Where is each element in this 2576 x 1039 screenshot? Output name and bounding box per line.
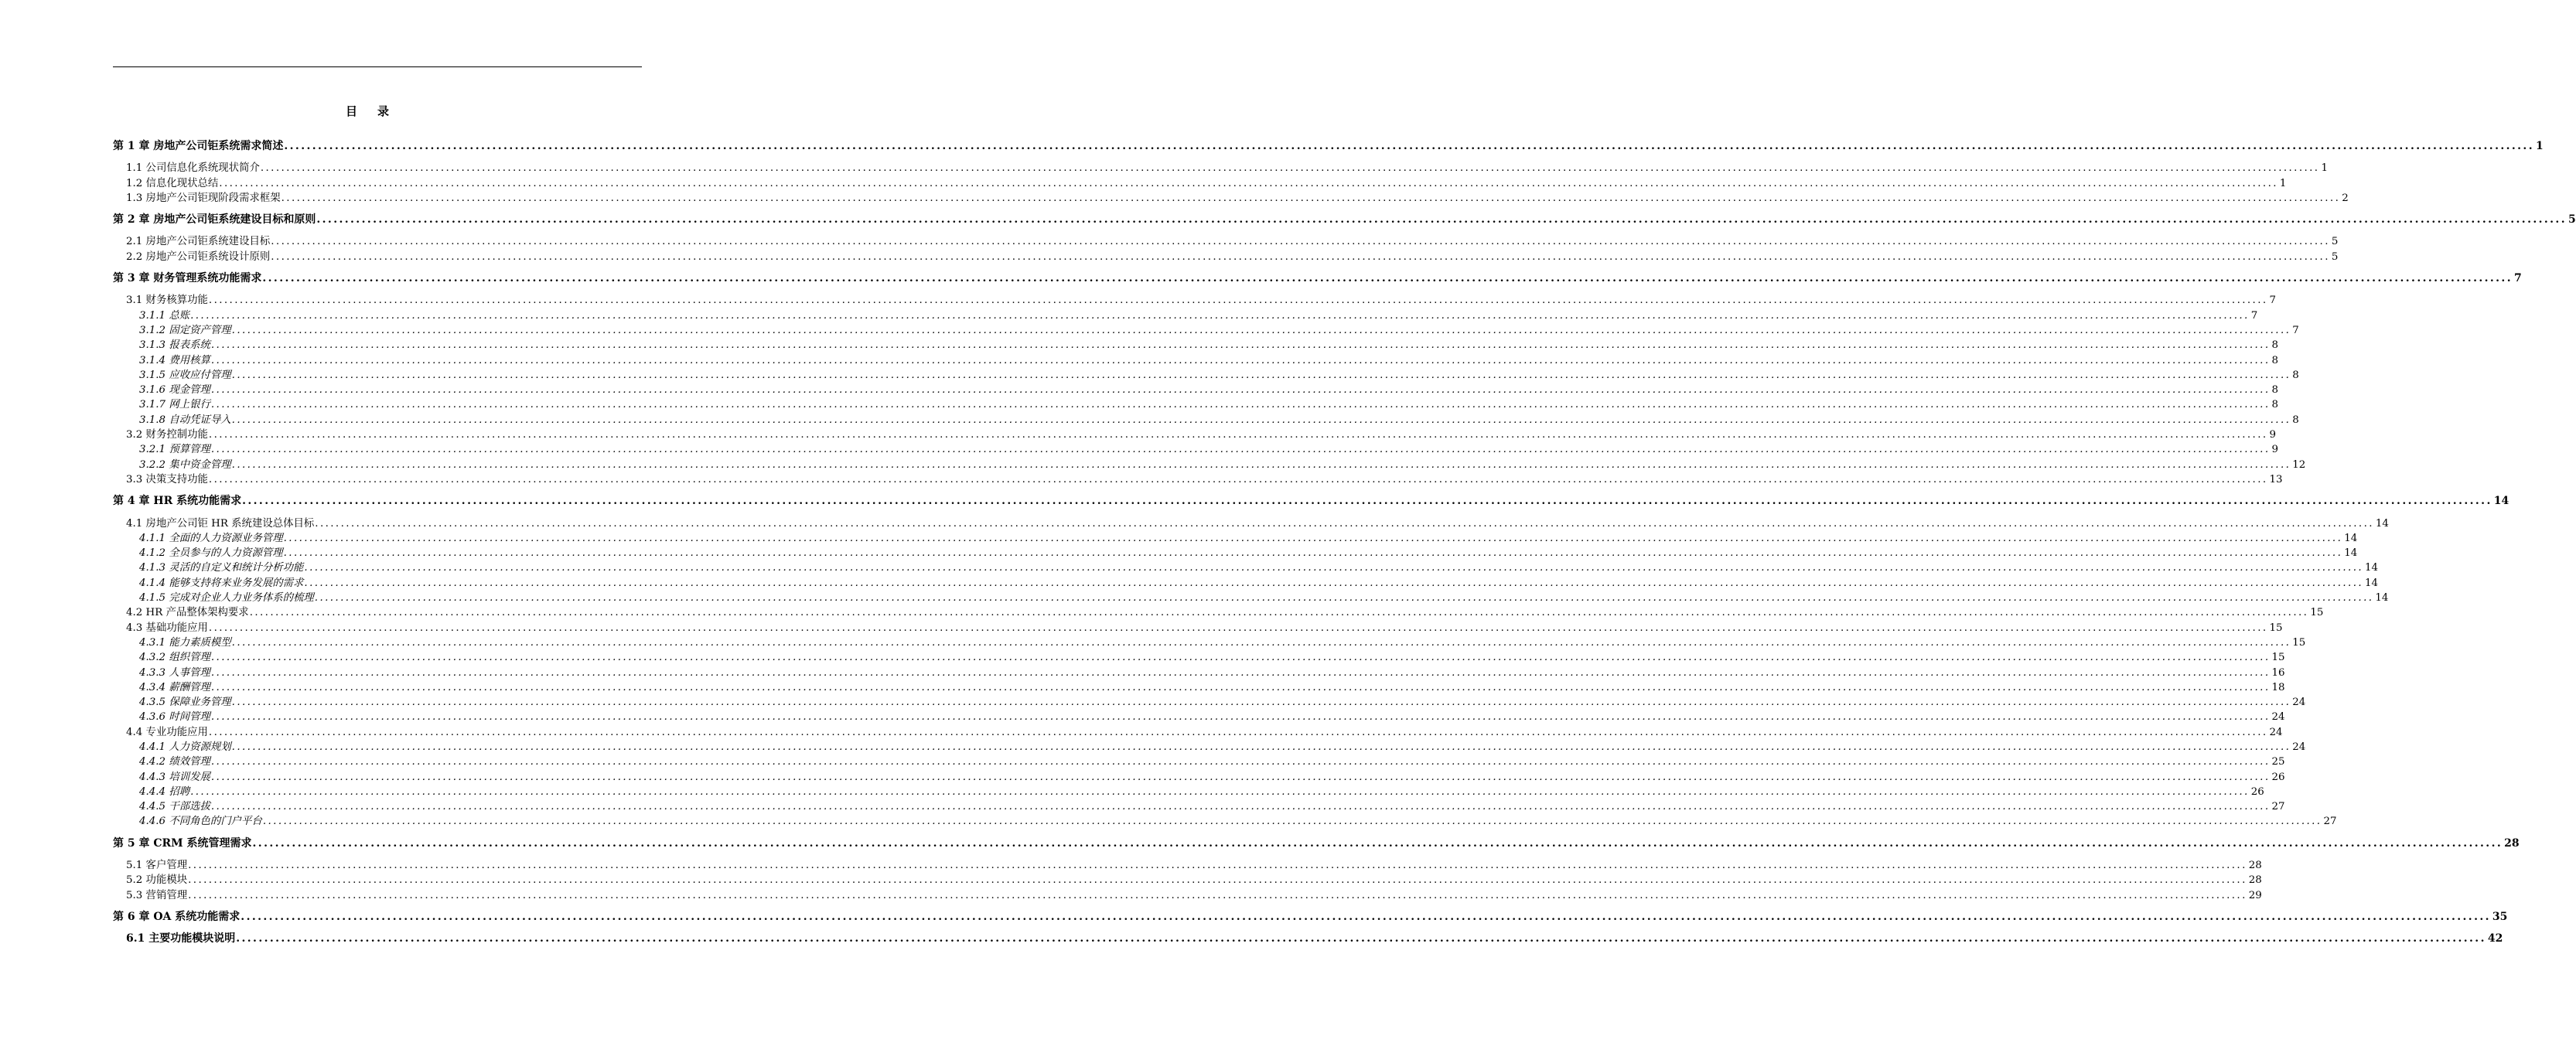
toc-dot-leader: ................................................................................................................................................................................................................................................................................................................................................................................................................ bbox=[210, 756, 2271, 768]
toc-entry-level-3[interactable] bbox=[113, 740, 2306, 755]
toc-dot-leader: ................................................................................................................................................................................................................................................................................................................................................................................................................ bbox=[304, 562, 2364, 574]
toc-entry-page-number: 25 bbox=[2271, 756, 2285, 768]
toc-entry-level-2[interactable] bbox=[113, 888, 2262, 903]
toc-entry-page-number: 14 bbox=[2344, 532, 2358, 544]
toc-entry-label: 3.1 财务核算功能 bbox=[126, 295, 208, 307]
toc-entry-page-number: 14 bbox=[2375, 592, 2389, 605]
toc-dot-leader: ................................................................................................................................................................................................................................................................................................................................................................................................................ bbox=[262, 816, 2322, 828]
toc-entry-level-3[interactable] bbox=[113, 353, 2279, 368]
toc-entry-level-3[interactable] bbox=[113, 695, 2306, 710]
toc-entry-label: 4.3.3 人事管理 bbox=[139, 666, 210, 679]
toc-dot-leader: ................................................................................................................................................................................................................................................................................................................................................................................................................ bbox=[210, 354, 2271, 366]
toc-entry-page-number: 8 bbox=[2292, 369, 2299, 381]
toc-dot-leader: ................................................................................................................................................................................................................................................................................................................................................................................................................ bbox=[208, 429, 2268, 441]
toc-entry-level-1[interactable] bbox=[113, 910, 2508, 925]
toc-dot-leader: ................................................................................................................................................................................................................................................................................................................................................................................................................ bbox=[252, 836, 2503, 850]
toc-dot-leader: ................................................................................................................................................................................................................................................................................................................................................................................................................ bbox=[304, 577, 2364, 589]
toc-entry-level-1[interactable] bbox=[113, 932, 2503, 946]
toc-entry-level-3[interactable] bbox=[113, 442, 2279, 457]
toc-entry-level-3[interactable] bbox=[113, 546, 2358, 560]
toc-entry-page-number: 26 bbox=[2250, 785, 2264, 798]
toc-entry-label: 5.3 营销管理 bbox=[126, 889, 188, 901]
toc-entry-label: 第 5 章 CRM 系统管理需求 bbox=[113, 836, 252, 850]
toc-entry-label: 4.1.5 完成对企业人力业务体系的梳理 bbox=[139, 592, 314, 605]
toc-entry-page-number: 13 bbox=[2269, 473, 2283, 485]
toc-entry-page-number: 14 bbox=[2344, 547, 2358, 560]
toc-entry-level-2[interactable] bbox=[113, 176, 2287, 191]
toc-entry-page-number: 1 bbox=[2535, 140, 2544, 152]
toc-entry-label: 3.2.1 预算管理 bbox=[139, 444, 210, 456]
toc-entry-level-2[interactable] bbox=[113, 605, 2324, 620]
toc-entry-level-3[interactable] bbox=[113, 785, 2264, 799]
toc-entry-level-3[interactable] bbox=[113, 680, 2285, 695]
toc-dot-leader: ................................................................................................................................................................................................................................................................................................................................................................................................................ bbox=[283, 532, 2343, 544]
toc-entry-page-number: 1 bbox=[2279, 177, 2287, 189]
toc-entry-page-number: 2 bbox=[2342, 192, 2349, 204]
toc-entry-label: 3.2 财务控制功能 bbox=[126, 429, 208, 441]
toc-entry-level-3[interactable] bbox=[113, 650, 2285, 665]
toc-entry-page-number: 7 bbox=[2513, 272, 2522, 285]
toc-dot-leader: ................................................................................................................................................................................................................................................................................................................................................................................................................ bbox=[190, 785, 2250, 798]
toc-dot-leader: ................................................................................................................................................................................................................................................................................................................................................................................................................ bbox=[249, 607, 2309, 619]
toc-entry-level-1[interactable] bbox=[113, 213, 2576, 227]
toc-dot-leader: ................................................................................................................................................................................................................................................................................................................................................................................................................ bbox=[231, 458, 2291, 471]
toc-entry-page-number: 26 bbox=[2271, 771, 2285, 783]
toc-entry-label: 4.1.2 全员参与的人力资源管理 bbox=[139, 547, 283, 560]
toc-entry-label: 4.4 专业功能应用 bbox=[126, 726, 208, 738]
toc-entry-label: 4.4.2 绩效管理 bbox=[139, 756, 210, 768]
toc-entry-level-3[interactable] bbox=[113, 560, 2379, 575]
toc-entry-level-2[interactable] bbox=[113, 621, 2283, 635]
toc-entry-page-number: 16 bbox=[2271, 666, 2285, 679]
toc-entry-level-2[interactable] bbox=[113, 234, 2339, 249]
toc-entry-page-number: 15 bbox=[2271, 652, 2285, 664]
toc-dot-leader: ................................................................................................................................................................................................................................................................................................................................................................................................................ bbox=[242, 495, 2492, 508]
toc-entry-level-2[interactable] bbox=[113, 725, 2283, 740]
toc-entry-level-3[interactable] bbox=[113, 755, 2285, 769]
toc-entry-label: 3.1.3 报表系统 bbox=[139, 339, 210, 352]
toc-entry-page-number: 42 bbox=[2487, 932, 2503, 945]
toc-entry-label: 1.2 信息化现状总结 bbox=[126, 177, 219, 189]
toc-entry-page-number: 24 bbox=[2269, 726, 2283, 738]
toc-entry-page-number: 5 bbox=[2331, 250, 2339, 263]
toc-entry-page-number: 28 bbox=[2248, 874, 2262, 887]
toc-entry-label: 3.1.8 自动凭证导入 bbox=[139, 414, 231, 426]
toc-dot-leader: ................................................................................................................................................................................................................................................................................................................................................................................................................ bbox=[236, 932, 2486, 945]
toc-entry-label: 4.4.5 干部选拔 bbox=[139, 801, 210, 813]
toc-dot-leader: ................................................................................................................................................................................................................................................................................................................................................................................................................ bbox=[208, 726, 2268, 738]
toc-dot-leader: ................................................................................................................................................................................................................................................................................................................................................................................................................ bbox=[260, 162, 2320, 175]
toc-entry-page-number: 8 bbox=[2271, 384, 2279, 397]
toc-dot-leader: ................................................................................................................................................................................................................................................................................................................................................................................................................ bbox=[210, 339, 2271, 352]
toc-entry-level-3[interactable] bbox=[113, 397, 2279, 412]
toc-entry-page-number: 27 bbox=[2271, 801, 2285, 813]
toc-dot-leader: ................................................................................................................................................................................................................................................................................................................................................................................................................ bbox=[271, 236, 2330, 248]
toc-entry-label: 4.3.6 时间管理 bbox=[139, 711, 210, 724]
toc-entry-page-number: 35 bbox=[2492, 910, 2508, 923]
toc-entry-label: 3.1.7 网上银行 bbox=[139, 399, 210, 411]
toc-entry-level-3[interactable] bbox=[113, 368, 2299, 383]
toc-entry-level-3[interactable] bbox=[113, 458, 2306, 472]
toc-entry-label: 4.3 基础功能应用 bbox=[126, 622, 208, 634]
toc-entry-label: 3.1.2 固定资产管理 bbox=[139, 324, 231, 336]
toc-entry-level-2[interactable] bbox=[113, 472, 2283, 487]
toc-entry-label: 3.2.2 集中资金管理 bbox=[139, 458, 231, 471]
toc-entry-level-2[interactable] bbox=[113, 293, 2277, 308]
toc-entry-label: 第 3 章 财务管理系统功能需求 bbox=[113, 272, 262, 285]
toc-entry-page-number: 29 bbox=[2248, 889, 2262, 901]
header-rule bbox=[113, 66, 642, 67]
toc-entry-level-2[interactable] bbox=[113, 250, 2339, 264]
toc-entry-page-number: 8 bbox=[2271, 354, 2279, 366]
toc-entry-label: 4.2 HR 产品整体架构要求 bbox=[126, 607, 249, 619]
toc-entry-page-number: 14 bbox=[2493, 495, 2509, 508]
toc-dot-leader: ................................................................................................................................................................................................................................................................................................................................................................................................................ bbox=[210, 711, 2271, 724]
toc-entry-label: 5.1 客户管理 bbox=[126, 860, 188, 872]
toc-dot-leader: ................................................................................................................................................................................................................................................................................................................................................................................................................ bbox=[210, 666, 2271, 679]
toc-entry-label: 4.3.5 保障业务管理 bbox=[139, 697, 231, 709]
toc-entry-level-3[interactable] bbox=[113, 383, 2279, 397]
toc-entry-label: 5.2 功能模块 bbox=[126, 874, 188, 887]
toc-entry-label: 1.1 公司信息化系统现状简介 bbox=[126, 162, 260, 175]
toc-entry-level-3[interactable] bbox=[113, 814, 2337, 829]
toc-entry-level-1[interactable] bbox=[113, 494, 2509, 509]
toc-entry-page-number: 8 bbox=[2292, 414, 2299, 426]
toc-entry-level-2[interactable] bbox=[113, 873, 2262, 887]
toc-entry-level-3[interactable] bbox=[113, 338, 2279, 353]
toc-entry-level-3[interactable] bbox=[113, 413, 2299, 428]
toc-entry-page-number: 18 bbox=[2271, 681, 2285, 693]
toc-entry-level-3[interactable] bbox=[113, 799, 2285, 814]
toc-dot-leader: ................................................................................................................................................................................................................................................................................................................................................................................................................ bbox=[231, 697, 2291, 709]
toc-entry-label: 3.1.5 应收应付管理 bbox=[139, 369, 231, 381]
toc-dot-leader: ................................................................................................................................................................................................................................................................................................................................................................................................................ bbox=[210, 444, 2271, 456]
toc-entry-level-3[interactable] bbox=[113, 323, 2299, 338]
toc-dot-leader: ................................................................................................................................................................................................................................................................................................................................................................................................................ bbox=[210, 771, 2271, 783]
toc-entry-page-number: 12 bbox=[2292, 458, 2306, 471]
toc-dot-leader: ................................................................................................................................................................................................................................................................................................................................................................................................................ bbox=[210, 652, 2271, 664]
toc-dot-leader: ................................................................................................................................................................................................................................................................................................................................................................................................................ bbox=[271, 250, 2330, 263]
toc-entry-level-2[interactable] bbox=[113, 858, 2262, 873]
toc-dot-leader: ................................................................................................................................................................................................................................................................................................................................................................................................................ bbox=[241, 910, 2491, 923]
toc-title-char-2: 录 bbox=[377, 104, 390, 118]
toc-dot-leader: ................................................................................................................................................................................................................................................................................................................................................................................................................ bbox=[231, 741, 2291, 753]
toc-dot-leader: ................................................................................................................................................................................................................................................................................................................................................................................................................ bbox=[188, 860, 2247, 872]
toc-entry-label: 4.3.4 薪酬管理 bbox=[139, 681, 210, 693]
toc-entry-label: 3.1.1 总账 bbox=[139, 309, 190, 322]
toc-entry-page-number: 28 bbox=[2504, 836, 2520, 850]
toc-dot-leader: ................................................................................................................................................................................................................................................................................................................................................................................................................ bbox=[190, 309, 2250, 322]
toc-dot-leader: ................................................................................................................................................................................................................................................................................................................................................................................................................ bbox=[210, 681, 2271, 693]
toc-entry-page-number: 1 bbox=[2321, 162, 2328, 175]
toc-entry-label: 6.1 主要功能模块说明 bbox=[126, 932, 236, 945]
toc-dot-leader: ................................................................................................................................................................................................................................................................................................................................................................................................................ bbox=[219, 177, 2278, 189]
toc-entry-page-number: 15 bbox=[2310, 607, 2324, 619]
toc-entry-page-number: 7 bbox=[2269, 295, 2277, 307]
toc-dot-leader: ................................................................................................................................................................................................................................................................................................................................................................................................................ bbox=[208, 622, 2268, 634]
toc-dot-leader: ................................................................................................................................................................................................................................................................................................................................................................................................................ bbox=[210, 399, 2271, 411]
toc-entry-label: 2.2 房地产公司钜系统设计原则 bbox=[126, 250, 271, 263]
toc-entry-label: 第 6 章 OA 系统功能需求 bbox=[113, 910, 241, 923]
toc-entry-label: 3.1.6 现金管理 bbox=[139, 384, 210, 397]
toc-entry-page-number: 9 bbox=[2271, 444, 2279, 456]
toc-entry-label: 4.1 房地产公司钜 HR 系统建设总体目标 bbox=[126, 517, 315, 530]
toc-entry-level-2[interactable] bbox=[113, 161, 2328, 175]
toc-entry-level-3[interactable] bbox=[113, 576, 2379, 591]
toc-dot-leader: ................................................................................................................................................................................................................................................................................................................................................................................................................ bbox=[208, 295, 2268, 307]
toc-title-char-1: 目 bbox=[345, 104, 357, 118]
toc-entry-level-3[interactable] bbox=[113, 591, 2389, 605]
toc-entry-page-number: 15 bbox=[2292, 636, 2306, 649]
toc-entry-level-3[interactable] bbox=[113, 635, 2306, 650]
toc-dot-leader: ................................................................................................................................................................................................................................................................................................................................................................................................................ bbox=[210, 384, 2271, 397]
toc-entry-label: 4.3.1 能力素质模型 bbox=[139, 636, 231, 649]
toc-entry-page-number: 7 bbox=[2250, 309, 2258, 322]
toc-entry-level-3[interactable] bbox=[113, 710, 2285, 724]
toc-entry-level-3[interactable] bbox=[113, 531, 2358, 546]
toc-entry-label: 4.4.4 招聘 bbox=[139, 785, 190, 798]
toc-entry-page-number: 5 bbox=[2331, 236, 2339, 248]
toc-entry-label: 4.4.1 人力资源规划 bbox=[139, 741, 231, 753]
toc-entry-label: 第 2 章 房地产公司钜系统建设目标和原则 bbox=[113, 213, 316, 227]
toc-dot-leader: ................................................................................................................................................................................................................................................................................................................................................................................................................ bbox=[188, 889, 2247, 901]
toc-dot-leader: ................................................................................................................................................................................................................................................................................................................................................................................................................ bbox=[231, 324, 2291, 336]
toc-entry-page-number: 8 bbox=[2271, 399, 2279, 411]
toc-entry-level-1[interactable] bbox=[113, 836, 2520, 851]
toc-entry-level-2[interactable] bbox=[113, 191, 2349, 206]
toc-entry-page-number: 27 bbox=[2323, 816, 2337, 828]
toc-entry-page-number: 15 bbox=[2269, 622, 2283, 634]
toc-dot-leader: ................................................................................................................................................................................................................................................................................................................................................................................................................ bbox=[281, 192, 2341, 204]
toc-dot-leader: ................................................................................................................................................................................................................................................................................................................................................................................................................ bbox=[231, 414, 2291, 426]
toc-entry-level-3[interactable] bbox=[113, 770, 2285, 785]
table-of-contents bbox=[113, 139, 2576, 947]
toc-entry-label: 第 1 章 房地产公司钜系统需求简述 bbox=[113, 140, 284, 152]
toc-title bbox=[0, 103, 735, 119]
toc-entry-page-number: 5 bbox=[2567, 213, 2576, 227]
toc-entry-label: 4.4.6 不同角色的门户平台 bbox=[139, 816, 262, 828]
toc-entry-level-3[interactable] bbox=[113, 666, 2285, 680]
toc-dot-leader: ................................................................................................................................................................................................................................................................................................................................................................................................................ bbox=[231, 369, 2291, 381]
toc-entry-page-number: 9 bbox=[2269, 429, 2277, 441]
toc-entry-label: 第 4 章 HR 系统功能需求 bbox=[113, 495, 242, 508]
toc-entry-label: 4.3.2 组织管理 bbox=[139, 652, 210, 664]
toc-entry-level-3[interactable] bbox=[113, 308, 2258, 323]
toc-entry-label: 4.1.1 全面的人力资源业务管理 bbox=[139, 532, 283, 544]
toc-entry-label: 4.4.3 培训发展 bbox=[139, 771, 210, 783]
toc-dot-leader: ................................................................................................................................................................................................................................................................................................................................................................................................................ bbox=[283, 547, 2343, 560]
toc-entry-page-number: 24 bbox=[2292, 741, 2306, 753]
toc-dot-leader: ................................................................................................................................................................................................................................................................................................................................................................................................................ bbox=[284, 140, 2534, 152]
toc-entry-label: 4.1.3 灵活的自定义和统计分析功能 bbox=[139, 562, 304, 574]
toc-entry-page-number: 24 bbox=[2292, 697, 2306, 709]
toc-entry-page-number: 28 bbox=[2248, 860, 2262, 872]
toc-dot-leader: ................................................................................................................................................................................................................................................................................................................................................................................................................ bbox=[315, 517, 2374, 530]
toc-entry-level-1[interactable] bbox=[113, 271, 2522, 286]
toc-entry-label: 1.3 房地产公司钜现阶段需求框架 bbox=[126, 192, 281, 204]
toc-dot-leader: ................................................................................................................................................................................................................................................................................................................................................................................................................ bbox=[231, 636, 2291, 649]
toc-entry-page-number: 24 bbox=[2271, 711, 2285, 724]
toc-entry-level-2[interactable] bbox=[113, 428, 2277, 442]
toc-dot-leader: ................................................................................................................................................................................................................................................................................................................................................................................................................ bbox=[314, 592, 2374, 605]
toc-entry-label: 3.3 决策支持功能 bbox=[126, 473, 208, 485]
toc-entry-page-number: 14 bbox=[2365, 562, 2379, 574]
toc-dot-leader: ................................................................................................................................................................................................................................................................................................................................................................................................................ bbox=[210, 801, 2271, 813]
toc-entry-page-number: 14 bbox=[2365, 577, 2379, 589]
toc-dot-leader: ................................................................................................................................................................................................................................................................................................................................................................................................................ bbox=[208, 473, 2268, 485]
toc-dot-leader: ................................................................................................................................................................................................................................................................................................................................................................................................................ bbox=[316, 213, 2567, 227]
toc-dot-leader: ................................................................................................................................................................................................................................................................................................................................................................................................................ bbox=[188, 874, 2247, 887]
toc-entry-page-number: 7 bbox=[2292, 324, 2299, 336]
toc-dot-leader: ................................................................................................................................................................................................................................................................................................................................................................................................................ bbox=[262, 272, 2513, 285]
toc-entry-label: 3.1.4 费用核算 bbox=[139, 354, 210, 366]
toc-entry-level-2[interactable] bbox=[113, 516, 2389, 531]
toc-entry-page-number: 8 bbox=[2271, 339, 2279, 352]
toc-entry-label: 4.1.4 能够支持将来业务发展的需求 bbox=[139, 577, 304, 589]
toc-entry-level-1[interactable] bbox=[113, 139, 2544, 154]
toc-entry-page-number: 14 bbox=[2375, 517, 2389, 530]
toc-entry-label: 2.1 房地产公司钜系统建设目标 bbox=[126, 236, 271, 248]
